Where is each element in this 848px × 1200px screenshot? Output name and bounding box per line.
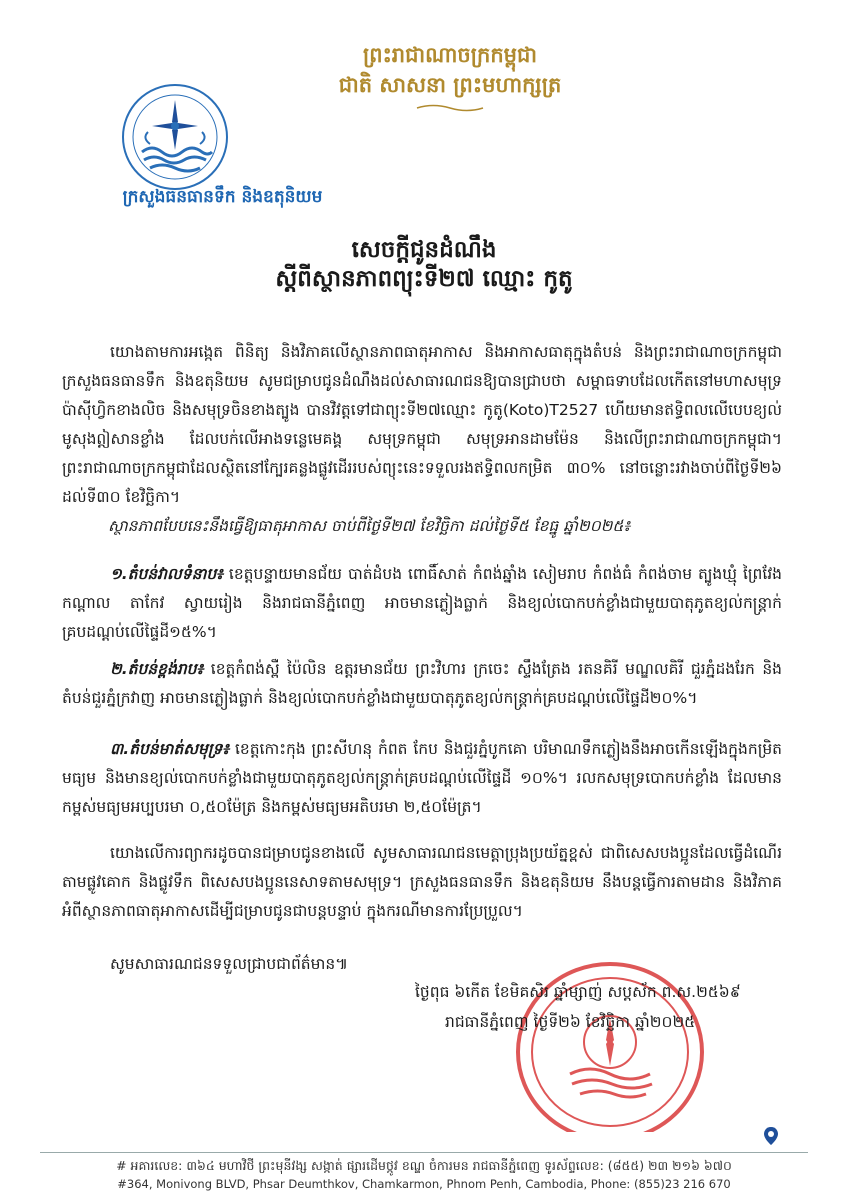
paragraph-intro: យោងតាមការអង្កេត ពិនិត្យ និងវិភាគលើស្ថានភាពធាតុអាកាស និងអាកាសធាតុក្នុងតំបន់ និងព្រះរាជាណាចក្រកម្ពុជា ក្រសួងធនធានទឹក និងឧតុនិយម សូមជម្រាបជូនដំណឹងដល់សាធារណជនឱ្យបានជ្រាបថា សម្ពាធទាបដែលកើតនៅមហាសមុទ្រប៉ាស៊ីហ្វិកខាងលិច និងសមុទ្រចិនខាងត្បូង បានវិវត្តទៅជាព្យុះទី២៧ឈ្មោះ កូតូ(Koto)T2527 ហើយមានឥទ្ធិពលលើបេបខ្យល់មូសុងឦសានខ្លាំង ដែលបក់លើអាងទន្លេមេគង្គ សមុទ្រកម្ពុជា សមុទ្រអានដាមម៉ែន និងលើព្រះរាជាណាចក្រកម្ពុជា។ ព្រះរាជាណាចក្រកម្ពុជាដែលស្ថិតនៅក្បែរគន្លងផ្លូវដើររបស់ព្យុះនេះទទួលរងឥទ្ធិពលកម្រិត ៣០% នៅចន្លោះរវាងចាប់ពីថ្ងៃទី២៦ ដល់ទី៣០ ខែវិច្ឆិកា។: [62, 343, 782, 506]
footer-address-english: #364, Monivong BLVD, Phsar Deumthkov, Chamkarmon, Phnom Penh, Cambodia, Phone: (855)23 216 670: [117, 1177, 731, 1191]
coastal-text: ខេត្តកោះកុង ព្រះសីហនុ កំពត កែប និងជួរភ្នំបូកគោ បរិមាណទឹកភ្លៀងនឹងអាចកើនឡើងក្នុងកម្រិតមធ្យម និងមានខ្យល់បោកបក់ខ្លាំងជាមួយបាតុភូតខ្យល់កន្ត្រាក់គ្របដណ្តប់លើផ្ទៃដី ១០%។ រលកសមុទ្របោកបក់ខ្លាំង ដែលមានកម្ពស់មធ្យមអប្បបរមា ០,៥០ម៉ែត្រ និងកម្ពស់មធ្យមអតិបរមា ២,៥០ម៉ែត្រ។: [62, 740, 782, 816]
paragraph-closing: សូមសាធារណជនទទួលជ្រាបជាព័ត៌មាន៕: [110, 955, 349, 973]
kingdom-heading: ព្រះរាជាណាចក្រកម្ពុជា: [362, 43, 537, 67]
notice-title: សេចក្តីជូនដំណឹង: [351, 237, 497, 263]
notice-subtitle: ស្តីពីស្ថានភាពព្យុះទី២៧ ឈ្មោះ កូតូ: [275, 266, 573, 292]
paragraph-forecast-period: ស្ថានភាពបែបនេះនឹងធ្វើឱ្យធាតុអាកាស ចាប់ពីថ្ងៃទី២៧ ខែវិច្ឆិកា ដល់ថ្ងៃទី៥ ខែធ្នូ ឆ្នាំ២០២៥៖: [108, 517, 631, 535]
date-solar: រាជធានីភ្នំពេញ ថ្ងៃទី២៦ ខែវិច្ឆិកា ឆ្នាំ២០២៥: [445, 1013, 696, 1031]
footer-divider: [40, 1152, 808, 1153]
lowland-label: ១.តំបន់វាលទំនាប៖: [110, 565, 223, 583]
plateau-label: ២.តំបន់ខ្ពង់រាប៖: [110, 660, 204, 678]
footer-address-khmer: # អគារលេខ: ៣៦៤ មហាវិថី ព្រះមុនីវង្ស សង្កាត់ ផ្សារដើមថ្កូវ ខណ្ឌ ចំការមន រាជធានីភ្នំពេញ ទូរស័ព្ទលេខ: (៨៥៥) ២៣ ២១៦ ៦៧០: [116, 1158, 732, 1173]
coastal-label: ៣.តំបន់មាត់សមុទ្រ៖: [110, 740, 230, 758]
plateau-text: ខេត្តកំពង់ស្ពឺ ប៉ៃលិន ឧត្តរមានជ័យ ព្រះវិហារ ក្រចេះ ស្ទឹងត្រែង រតនគិរី មណ្ឌលគិរី ជួរភ្នំដងរែក និងតំបន់ជួរភ្នំក្រវាញ អាចមានភ្លៀងធ្លាក់ និងខ្យល់បោកបក់ខ្លាំងជាមួយបាតុភូតខ្យល់កន្ត្រាក់គ្របដណ្តប់លើផ្ទៃដី២០%។: [62, 660, 782, 707]
ministry-logo: [120, 82, 230, 192]
motto-heading: ជាតិ សាសនា ព្រះមហាក្សត្រ: [338, 73, 562, 97]
ministry-name: ក្រសួងធនធានទឹក និងឧតុនិយម: [122, 187, 323, 207]
paragraph-plateau: [62, 655, 782, 713]
paragraph-advisory: យោងលើការព្យាករដូចបានជម្រាបជូនខាងលើ សូមសាធារណជនមេត្តាប្រុងប្រយ័ត្នខ្ពស់ ជាពិសេសបងប្អូនដែលធ្វើដំណើរតាមផ្លូវគោក និងផ្លូវទឹក ពិសេសបងប្អូននេសាទតាមសមុទ្រ។ ក្រសួងធនធានទឹក និងឧតុនិយម នឹងបន្តធ្វើការតាមដាន និងវិភាគអំពីស្ថានភាពធាតុអាកាសដើម្បីជម្រាបជូនជាបន្តបន្ទាប់ ក្នុងករណីមានការប្រែប្រួល។: [62, 844, 782, 920]
paragraph-lowland: [62, 560, 782, 647]
location-pin-icon: [760, 1125, 782, 1147]
paragraph-coastal: [62, 735, 782, 822]
ornament-divider: [415, 103, 485, 113]
lowland-text: ខេត្តបន្ទាយមានជ័យ បាត់ដំបង ពោធិ៍សាត់ កំពង់ឆ្នាំង សៀមរាប កំពង់ធំ កំពង់ចាម ត្បូងឃ្មុំ ព្រៃវែង កណ្តាល តាកែវ ស្វាយរៀង និងរាជធានីភ្នំពេញ អាចមានភ្លៀងធ្លាក់ និងខ្យល់បោកបក់ខ្លាំងជាមួយបាតុភូតខ្យល់កន្ត្រាក់គ្របដណ្តប់លើផ្ទៃដី១៥%។: [62, 565, 782, 641]
date-lunar: ថ្ងៃពុធ ៦កើត ខែមិគសិរ ឆ្នាំម្សាញ់ សប្តស័ក ព.ស.២៥៦៩: [415, 983, 741, 1001]
